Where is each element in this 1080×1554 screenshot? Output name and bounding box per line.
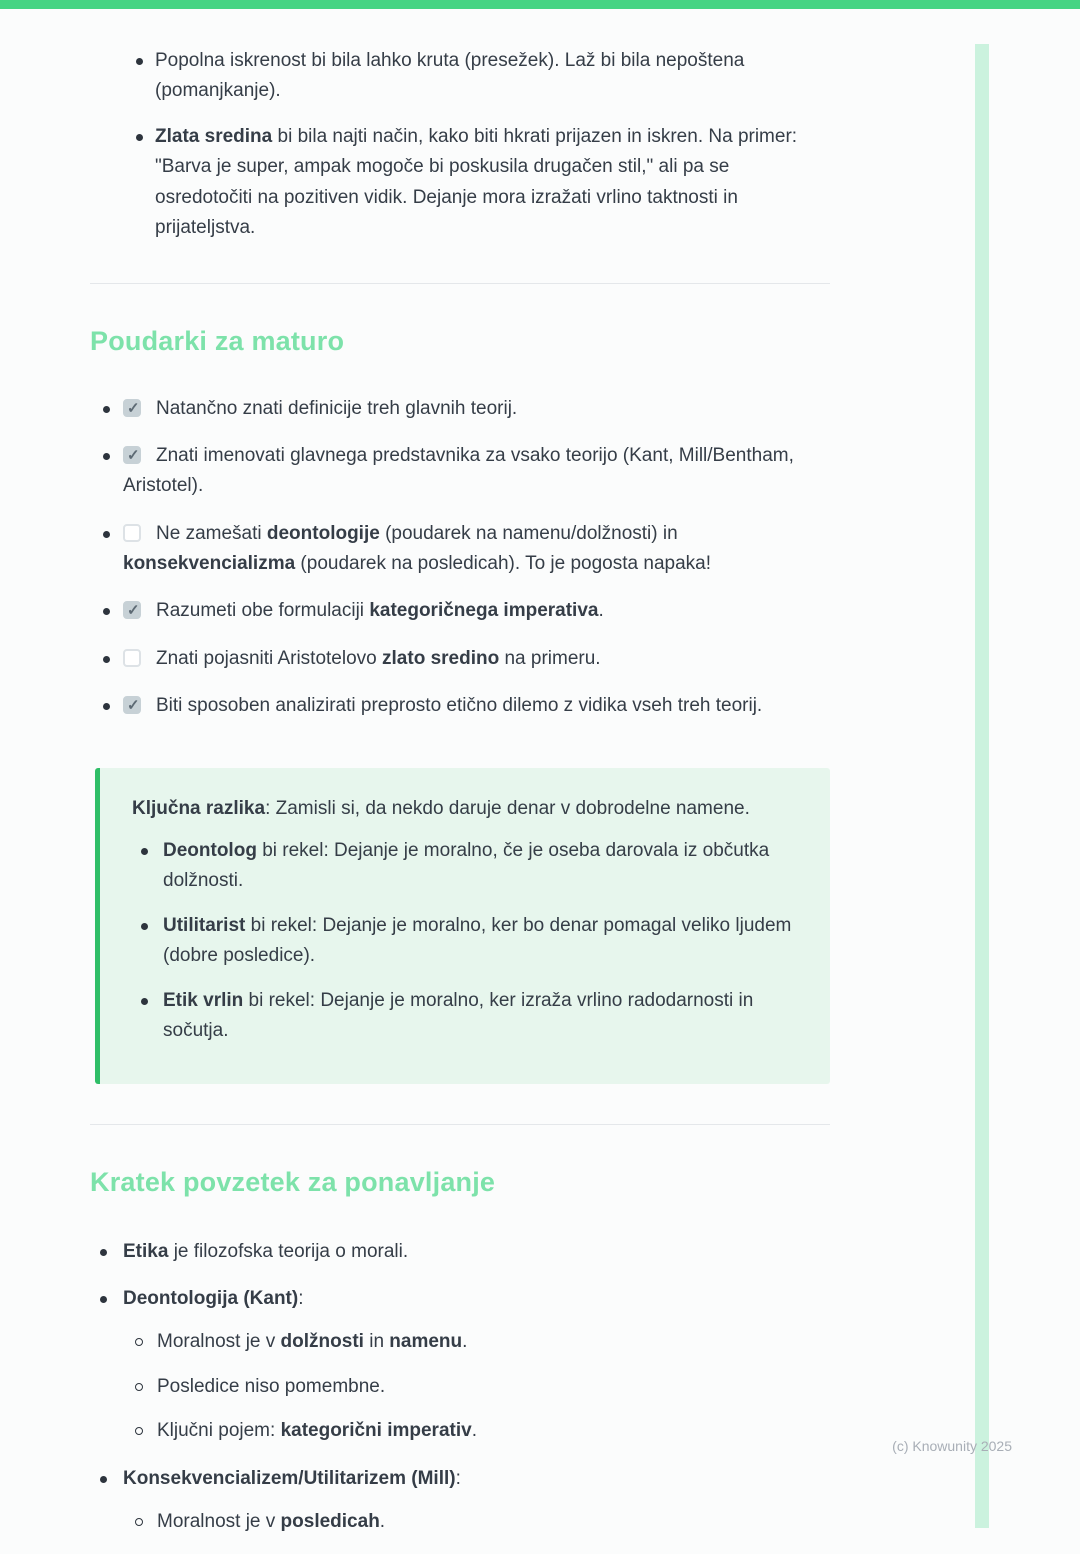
- checklist-item: [90, 394, 830, 424]
- checklist-item: [90, 644, 830, 674]
- item-text: Etik vrlin bi rekel: Dejanje je moralno, ker izraža vrlino radodarnosti in sočutja.: [163, 989, 754, 1041]
- item-text: Ne zamešati deontologije (poudarek na namenu/dolžnosti) in konsekvencializma (poudarek na posledicah). To je pogosta napaka!: [123, 522, 711, 575]
- watermark: (c) Knowunity 2025: [892, 1438, 1012, 1454]
- list-item: [90, 122, 830, 244]
- item-text: Utilitarist bi rekel: Dejanje je moralno, ker bo denar pomagal veliko ljudem (dobre posledice).: [163, 914, 792, 967]
- checkbox-unchecked-icon[interactable]: [123, 524, 141, 542]
- item-text: Natančno znati definicije treh glavnih teorij.: [156, 397, 518, 419]
- sub-list-item: [123, 1327, 830, 1357]
- exam-checklist: [90, 394, 830, 722]
- item-text: Ključni pojem: kategorični imperativ.: [157, 1420, 477, 1442]
- list-item: [90, 1237, 830, 1267]
- sub-list: [123, 1507, 830, 1537]
- page-top-accent: [0, 0, 1080, 9]
- item-text: Moralnost je v dolžnosti in namenu.: [157, 1331, 468, 1353]
- item-text: Posledice niso pomembne.: [157, 1375, 386, 1397]
- checkbox-checked-icon[interactable]: [123, 696, 141, 714]
- section-title-highlights: Poudarki za maturo: [90, 326, 345, 357]
- item-text: Moralnost je v posledicah.: [157, 1510, 386, 1532]
- checkbox-checked-icon[interactable]: [123, 399, 141, 417]
- item-text: Znati pojasniti Aristotelovo zlato sredino na primeru.: [156, 647, 601, 669]
- key-difference-callout: [95, 768, 830, 1085]
- intro-list: [90, 46, 830, 243]
- section-divider: [90, 1124, 830, 1125]
- page-right-accent: [975, 44, 989, 1528]
- list-item: [90, 1284, 830, 1447]
- callout-lead: Ključna razlika: Zamisli si, da nekdo daruje denar v dobrodelne namene.: [132, 797, 750, 819]
- list-item: [132, 836, 798, 897]
- item-text: Biti sposoben analizirati preprosto etično dilemo z vidika vseh treh teorij.: [156, 695, 763, 717]
- summary-list: [90, 1237, 830, 1538]
- sub-list-item: [123, 1372, 830, 1402]
- item-text: Deontolog bi rekel: Dejanje je moralno, če je oseba darovala iz občutka dolžnosti.: [163, 840, 770, 892]
- checklist-item: [90, 441, 830, 502]
- sub-list-item: [123, 1507, 830, 1537]
- checklist-item: [90, 691, 830, 721]
- checkbox-checked-icon[interactable]: [123, 446, 141, 464]
- list-item: [132, 911, 798, 972]
- notes-page-content: [90, 46, 830, 1554]
- item-text: Deontologija (Kant):: [123, 1287, 304, 1309]
- sub-list: [123, 1327, 830, 1446]
- checklist-item: [90, 596, 830, 626]
- callout-list: [132, 836, 798, 1046]
- checklist-item: [90, 519, 830, 580]
- checkbox-checked-icon[interactable]: [123, 601, 141, 619]
- item-text: Popolna iskrenost bi bila lahko kruta (presežek). Laž bi bila nepoštena (pomanjkanje).: [155, 50, 745, 102]
- list-item: [90, 46, 830, 107]
- item-text: Etika je filozofska teorija o morali.: [123, 1240, 409, 1262]
- sub-list-item: [123, 1416, 830, 1446]
- list-item: [90, 1464, 830, 1538]
- section-divider: [90, 283, 830, 284]
- list-item: [132, 986, 798, 1047]
- checkbox-unchecked-icon[interactable]: [123, 649, 141, 667]
- item-text: Razumeti obe formulaciji kategoričnega imperativa.: [156, 600, 604, 622]
- item-text: Znati imenovati glavnega predstavnika za vsako teorijo (Kant, Mill/Bentham, Aristotel).: [123, 444, 794, 497]
- item-text: Konsekvencializem/Utilitarizem (Mill):: [123, 1467, 461, 1489]
- item-text: Zlata sredina bi bila najti način, kako biti hkrati prijazen in iskren. Na primer: "Barva je super, ampak mogoče bi poskusila drugačen stil," ali pa se osredotočiti na pozitiven vidik. Dejanje mora izražati vrlino taktnosti in prijateljstva.: [155, 125, 798, 238]
- section-title-summary: Kratek povzetek za ponavljanje: [90, 1167, 496, 1198]
